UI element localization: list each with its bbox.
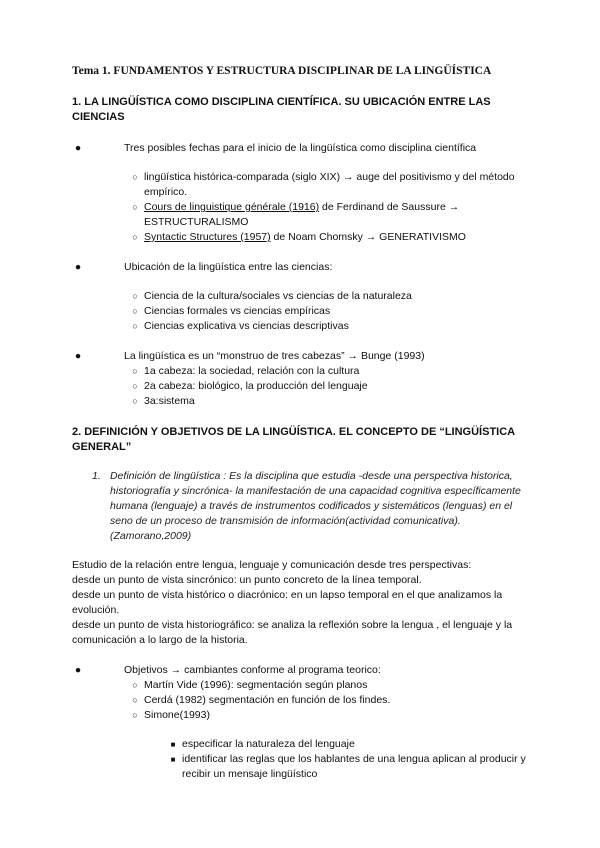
section-2-bullet-1 [74,663,542,678]
paragraph-line: desde un punto de vista historiográfico: se analiza la reflexión sobre la lengua , el lenguaje y la comunicación a lo largo de la historia. [72,619,513,646]
list-item-text: Ciencias formales vs ciencias empíricas [144,305,331,317]
list-number: 1. [92,470,101,482]
bullet-text: La lingüística es un “monstruo de tres cabezas” → Bunge (1993) [124,350,425,362]
paragraph-line: desde un punto de vista histórico o diacrónico: en un lapso temporal en el que analizamos la evolución. [72,589,503,616]
list-item-text: 3a:sistema [144,395,195,407]
list-item [132,289,542,304]
section-1-bullet-1-sublist [132,170,542,245]
circle-bullet-icon: ○ [132,396,138,406]
definition-item [92,469,526,544]
circle-bullet-icon: ○ [132,710,138,720]
list-item-text: especificar la naturaleza del lenguaje [182,738,355,750]
list-item [170,737,532,752]
bullet-icon: ● [74,142,82,154]
list-item [132,708,542,723]
paragraph-line: desde un punto de vista sincrónico: un punto concreto de la línea temporal. [72,574,422,586]
list-item [132,364,542,379]
circle-bullet-icon: ○ [132,321,138,331]
list-item [132,200,542,230]
perspectives-paragraph [72,558,542,648]
section-2-bullet-1-sublist [132,678,542,723]
list-item-text: lingüística histórica-comparada (siglo XIX) → auge del positivismo y del método empírico. [144,171,515,198]
list-item-text: 1a cabeza: la sociedad, relación con la cultura [144,365,360,377]
circle-bullet-icon: ○ [132,291,138,301]
circle-bullet-icon: ○ [132,232,138,242]
list-item [132,379,542,394]
list-item-text: de Ferdinand de Saussure → ESTRUCTURALISMO [144,201,460,228]
definition-text: Definición de lingüística : Es la disciplina que estudia -desde una perspectiva historica, historiografía y sincrónica- la manifestación de una capacidad cognitiva específicamente humana (lenguaje) a través de instrumentos codificados y sistemáticos (lenguas) en el seno de un proceso de transmisión de información(actividad comunicativa). (Zamorano,2009) [110,470,521,542]
bullet-text: Objetivos → cambiantes conforme al programa teorico: [124,664,381,676]
section-1-bullet-3 [74,349,542,364]
list-item-text: 2a cabeza: biológico, la producción del lenguaje [144,380,368,392]
circle-bullet-icon: ○ [132,695,138,705]
bullet-icon: ● [74,261,82,273]
bullet-icon: ● [74,664,82,676]
list-item [132,693,542,708]
list-item [132,170,542,200]
document-title: Tema 1. FUNDAMENTOS Y ESTRUCTURA DISCIPLINAR DE LA LINGÜÍSTICA [72,65,492,77]
book-title-link[interactable]: Syntactic Structures (1957) [144,231,271,243]
list-item [132,319,542,334]
bullet-text: Ubicación de la lingüística entre las ciencias: [124,261,333,273]
list-item-text: Martín Vide (1996): segmentación según planos [144,679,368,691]
section-1-heading: 1. LA LINGÜÍSTICA COMO DISCIPLINA CIENTÍFICA. SU UBICACIÓN ENTRE LAS CIENCIAS [72,96,491,123]
circle-bullet-icon: ○ [132,306,138,316]
section-1-bullet-1 [74,141,542,156]
section-1-bullet-2-sublist [132,289,542,334]
list-item-text: de Noam Chomsky → GENERATIVISMO [270,231,466,243]
circle-bullet-icon: ○ [132,172,138,182]
list-item [170,752,532,782]
list-item-text: Ciencias explicativa vs ciencias descriptivas [144,320,349,332]
book-title-link[interactable]: Cours de linguistique générale (1916) [144,201,320,213]
section-1-bullet-3-sublist [132,364,542,409]
circle-bullet-icon: ○ [132,680,138,690]
bullet-icon: ● [74,350,82,362]
list-item [132,230,542,245]
circle-bullet-icon: ○ [132,366,138,376]
circle-bullet-icon: ○ [132,202,138,212]
list-item-text: Ciencia de la cultura/sociales vs ciencias de la naturaleza [144,290,412,302]
section-2-subsublist [170,737,532,782]
list-item-text: Cerdá (1982) segmentación en función de los findes. [144,694,391,706]
paragraph-line: Estudio de la relación entre lengua, lenguaje y comunicación desde tres perspectivas: [72,559,472,571]
list-item-text: identificar las reglas que los hablantes de una lengua aplican al producir y recibir un mensaje lingüístico [182,753,526,780]
list-item [132,678,542,693]
list-item [132,394,542,409]
document-page [72,64,542,782]
bullet-text: Tres posibles fechas para el inicio de la lingüística como disciplina científica [124,142,477,154]
square-bullet-icon: ■ [170,755,176,764]
section-1-bullet-2 [74,260,542,275]
square-bullet-icon: ■ [170,740,176,749]
list-item [132,304,542,319]
list-item-text: Simone(1993) [144,709,210,721]
circle-bullet-icon: ○ [132,381,138,391]
section-2-heading: 2. DEFINICIÓN Y OBJETIVOS DE LA LINGÜÍSTICA. EL CONCEPTO DE “LINGÜÍSTICA GENERAL” [72,426,515,453]
